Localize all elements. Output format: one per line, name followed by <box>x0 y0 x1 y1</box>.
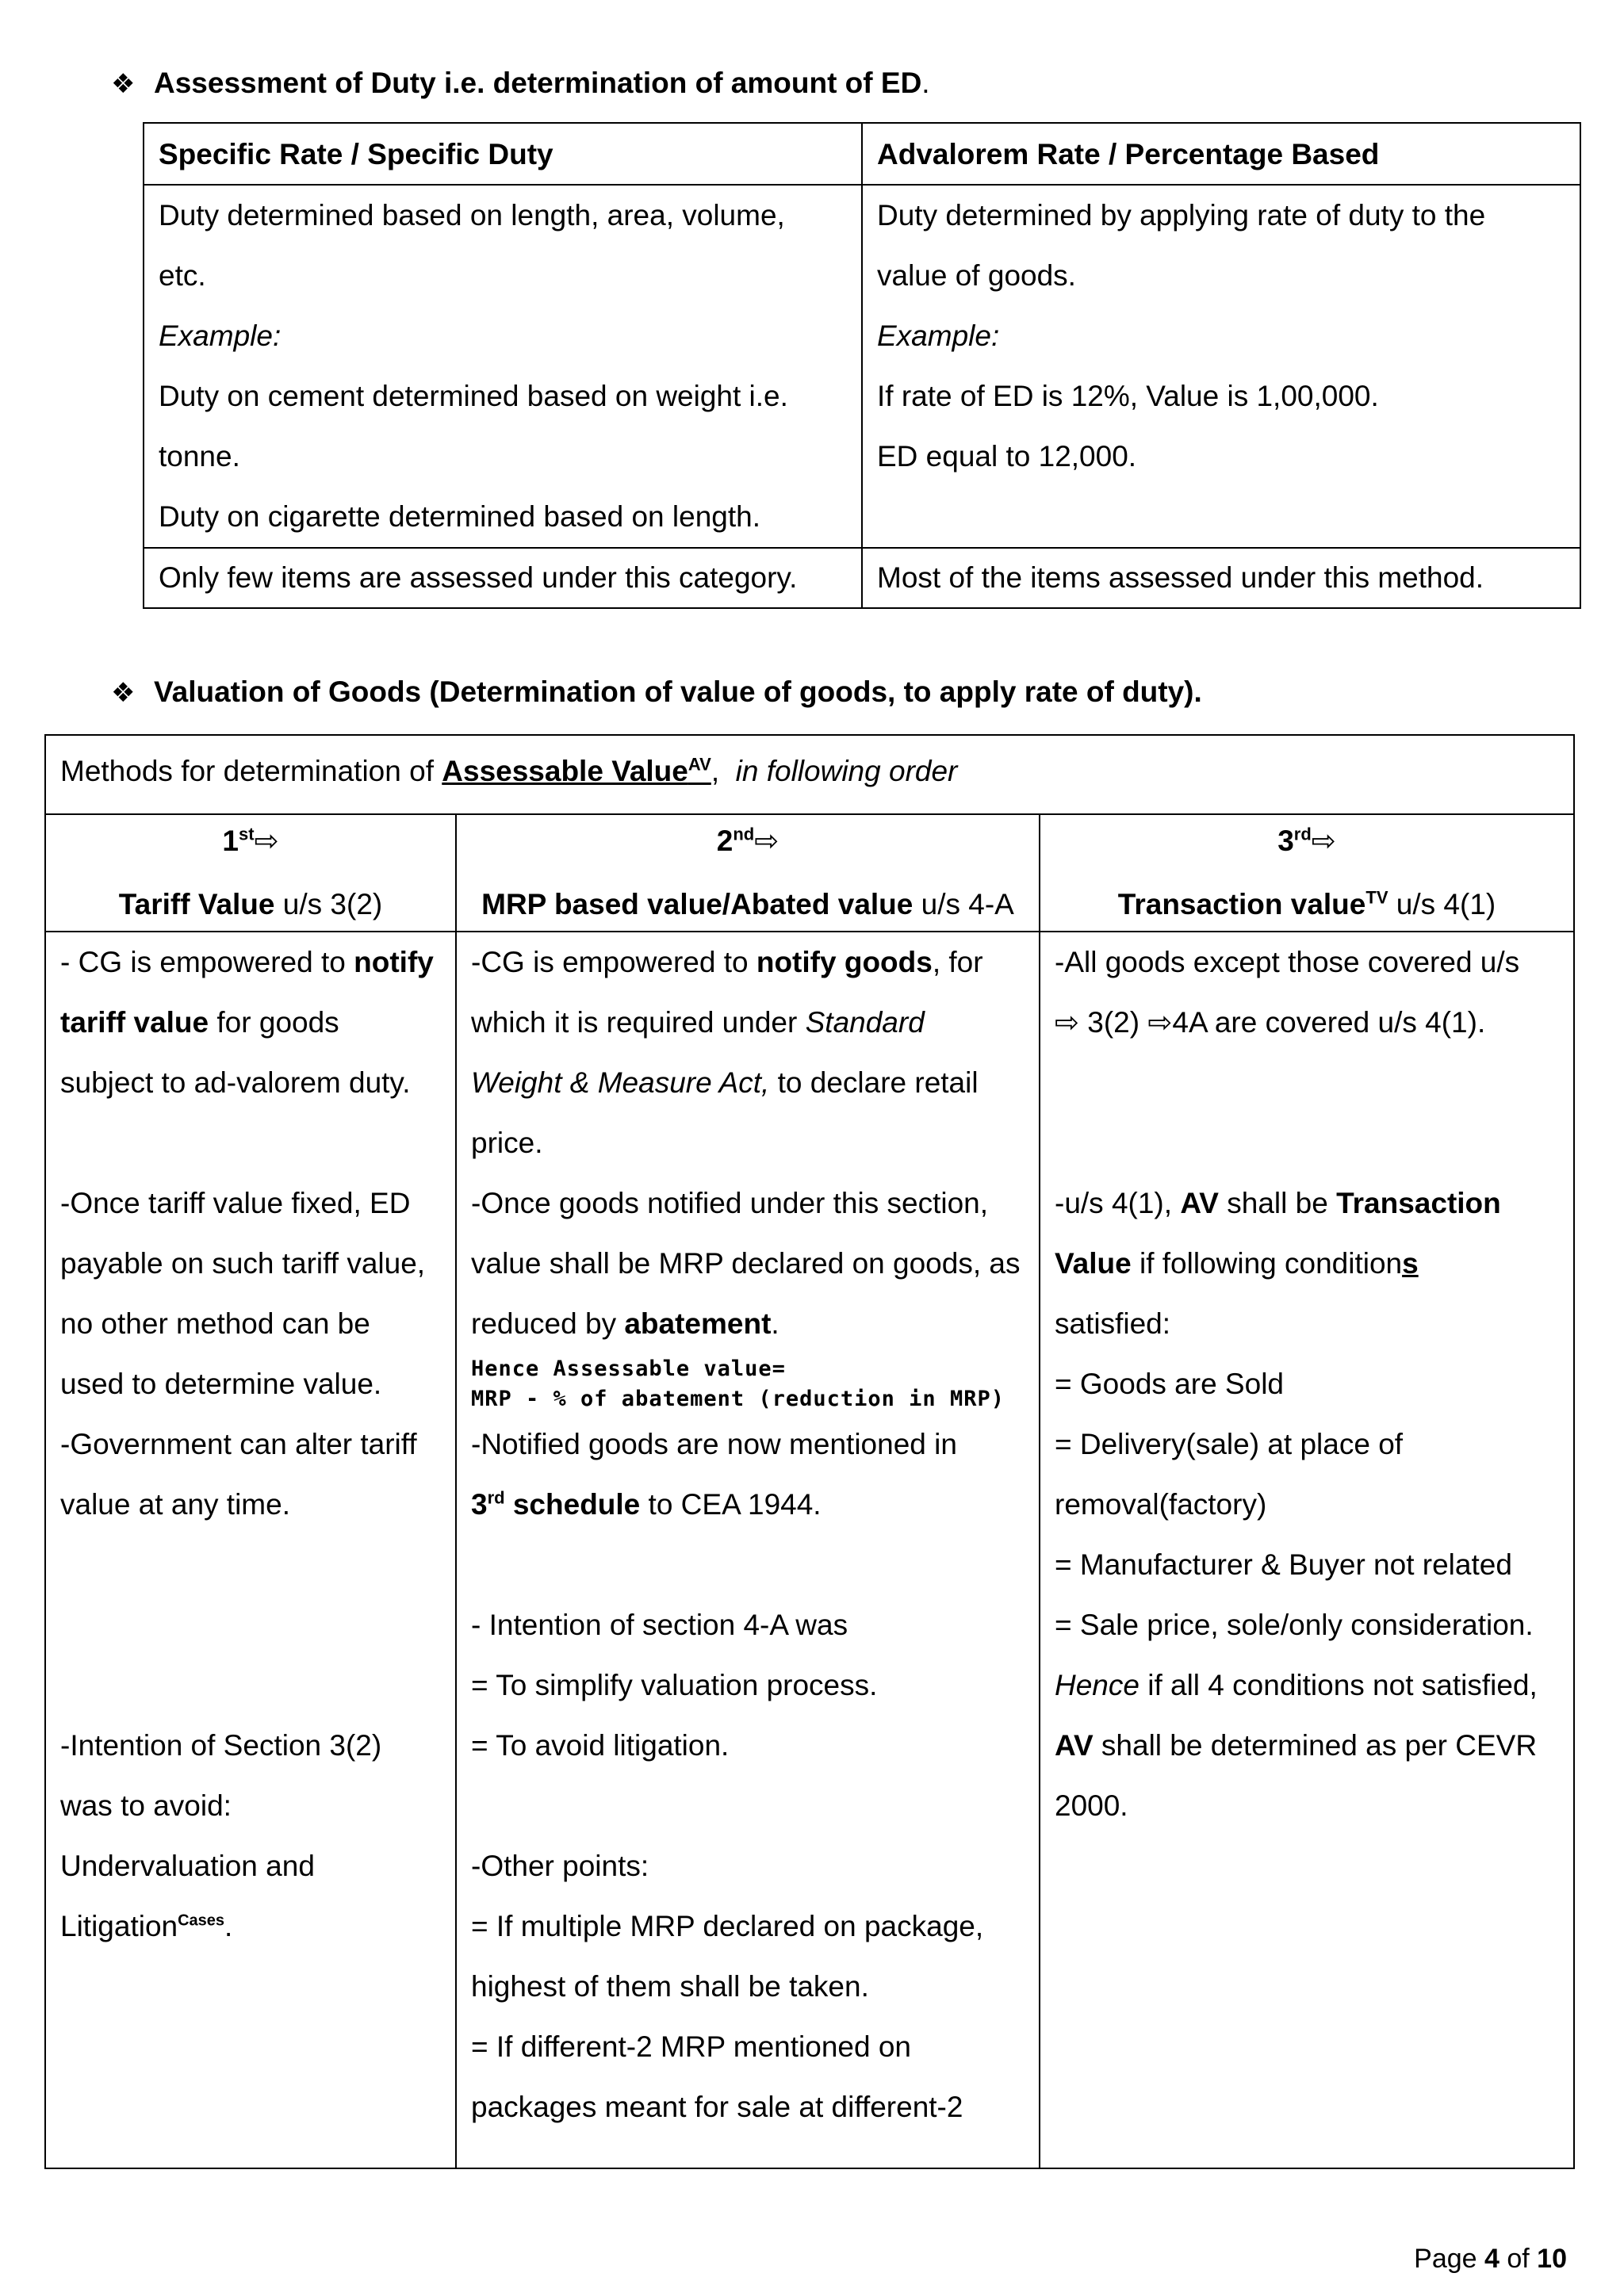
valuation-table <box>44 734 1575 2169</box>
right-arrow-icon: ⇨ <box>254 825 279 857</box>
diamond-bullet-icon: ❖ <box>111 69 136 99</box>
section-heading-valuation <box>111 672 1202 713</box>
method-header-tariff: 1st⇨ Tariff Value u/s 3(2) <box>45 814 456 932</box>
methods-title: Methods for determination of Assessable Value$^{AV}$, in following order <box>45 735 1574 814</box>
cell-advalorem-description: Duty determined by applying rate of duty to the value of goods. Example: If rate of ED is 12%, Value is 1,00,000. ED equal to 12,000. <box>862 185 1580 548</box>
cell-mrp-value: -CG is empowered to notify goods, for which it is required under Standard Weight & Measure Act, to declare retail price. -Once goods notified under this section, value shall be MRP declared on goods, as reduced by abatement. Hence Assessable value= MRP - % of abatement (reduction in MRP) -Notified goods are now mentioned in 3rd schedule to CEA 1944. - Intention of section 4-A was = To simplify valuation process. = To avoid litigation. -Other points: = If multiple MRP declared on package, highest of them shall be taken. = If different-2 MRP mentioned on packages meant for sale at different-2 <box>456 932 1040 2168</box>
heading-text: Assessment of Duty i.e. determination of amount of ED <box>154 67 922 99</box>
heading-text: Valuation of Goods (Determination of value of goods, to apply rate of duty). <box>154 675 1202 708</box>
diamond-bullet-icon: ❖ <box>111 678 136 708</box>
abatement-formula-line2: MRP - % of abatement (reduction in MRP) <box>471 1387 1005 1411</box>
cell-advalorem-footer: Most of the items assessed under this method. <box>862 548 1580 608</box>
right-arrow-icon: ⇨ <box>754 825 779 857</box>
cell-transaction-value: -All goods except those covered u/s ⇨ 3(2) ⇨4A are covered u/s 4(1). -u/s 4(1), AV shall be Transaction Value if following conditions satisfied: = Goods are Sold = Delivery(sale) at place of removal(factory) = Manufacturer & Buyer not related = Sale price, sole/only consideration. Hence if all 4 conditions not satisfied, AV shall be determined as per CEVR 2000. <box>1040 932 1574 2168</box>
assessment-table <box>143 122 1581 609</box>
header-advalorem-rate: Advalorem Rate / Percentage Based <box>862 123 1580 185</box>
section-heading-assessment: ❖ Assessment of Duty i.e. determination of amount of ED. <box>111 63 930 104</box>
method-header-transaction: 3rd⇨ Transaction value$^{TV}$ u/s 4(1) <box>1040 814 1574 932</box>
abatement-formula-line1: Hence Assessable value= <box>471 1357 786 1381</box>
cell-specific-description: Duty determined based on length, area, volume, etc. Example: Duty on cement determined based on weight i.e. tonne. Duty on cigarette determined based on length. <box>144 185 862 548</box>
method-header-mrp: 2nd⇨ MRP based value/Abated value u/s 4-A <box>456 814 1040 932</box>
cell-specific-footer: Only few items are assessed under this category. <box>144 548 862 608</box>
assessable-value-term: Assessable Value$^{AV}$ <box>442 754 711 787</box>
cell-tariff-value: - CG is empowered to notify tariff value for goods subject to ad-valorem duty. -Once tariff value fixed, ED payable on such tariff value, no other method can be used to determine value. -Government can alter tariff value at any time. -Intention of Section 3(2) was to avoid: Undervaluation and Litigation$^{Cases}$. <box>45 932 456 2168</box>
header-specific-rate: Specific Rate / Specific Duty <box>144 123 862 185</box>
page-number: Page 4 of 10 <box>1414 2244 1567 2274</box>
right-arrow-icon: ⇨ <box>1311 825 1336 857</box>
